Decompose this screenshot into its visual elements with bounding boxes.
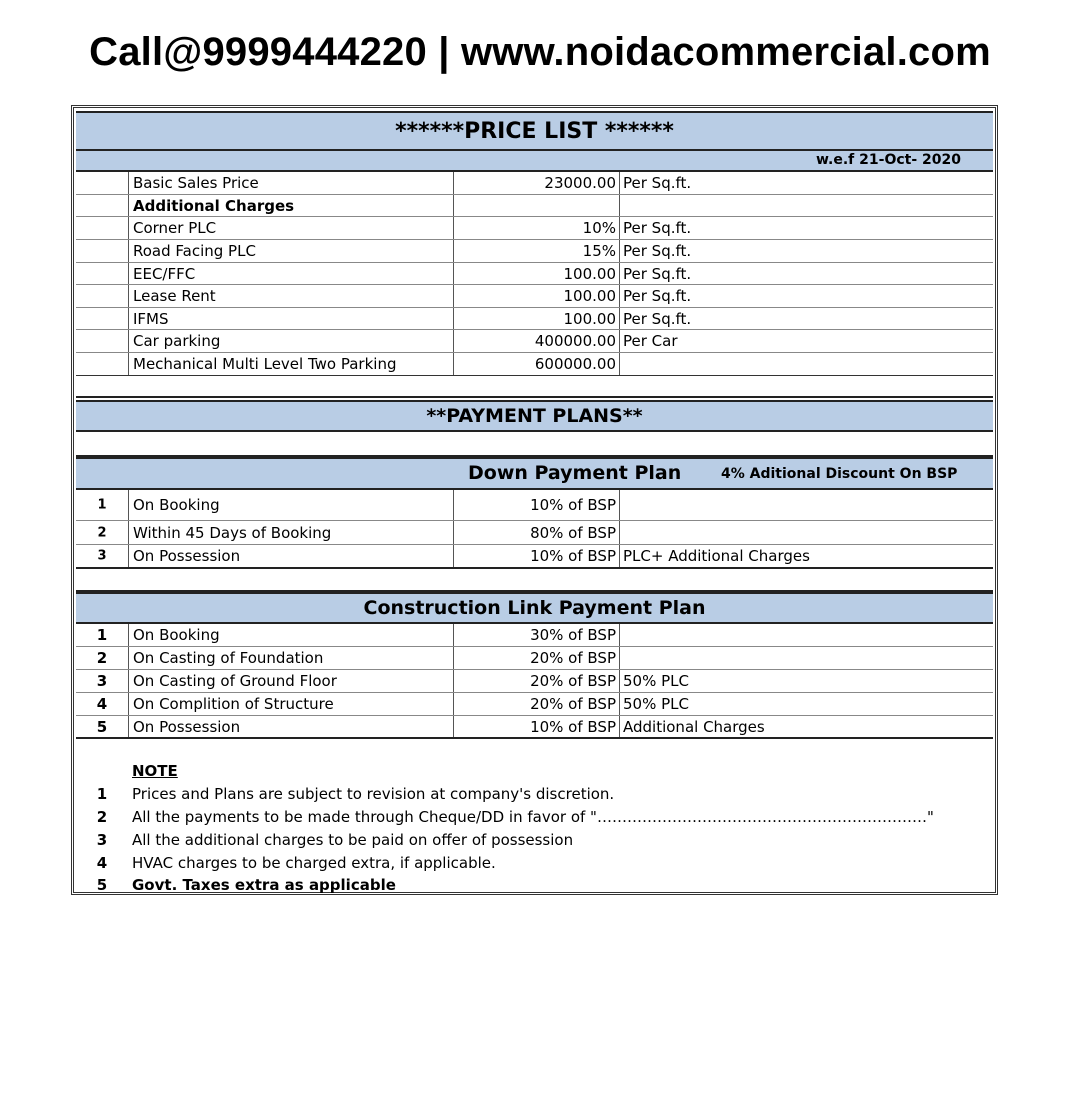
row-number: 5 — [96, 717, 108, 736]
down-payment-label: On Booking — [133, 496, 220, 514]
price-row-value: 100.00 — [563, 309, 616, 328]
price-row-label: Lease Rent — [133, 287, 216, 305]
construction-value: 30% of BSP — [530, 626, 616, 644]
construction-row — [76, 647, 993, 670]
spacer-row — [76, 376, 993, 398]
price-row-label: Corner PLC — [133, 219, 217, 237]
construction-value: 10% of BSP — [530, 717, 616, 736]
price-row-unit: Per Sq.ft. — [623, 309, 692, 328]
construction-row — [76, 693, 993, 716]
construction-value: 20% of BSP — [530, 672, 616, 690]
construction-label: On Possession — [133, 717, 241, 736]
construction-note: Additional Charges — [623, 717, 765, 736]
price-row-unit: Per Sq.ft. — [623, 264, 692, 283]
price-row — [76, 172, 993, 195]
construction-note: 50% PLC — [623, 695, 689, 713]
price-row-unit: Per Sq.ft. — [623, 287, 692, 305]
price-row-label: EEC/FFC — [133, 264, 196, 283]
row-number: 4 — [96, 695, 108, 713]
wef-date: w.e.f 21-Oct- 2020 — [816, 152, 961, 168]
construction-row — [76, 716, 993, 739]
price-row — [76, 217, 993, 240]
spacer-row — [76, 569, 993, 592]
note-number: 3 — [96, 831, 108, 849]
price-row-value: 600000.00 — [534, 355, 616, 373]
price-row-label: Mechanical Multi Level Two Parking — [133, 355, 397, 373]
price-row — [76, 240, 993, 263]
down-payment-discount: 4% Aditional Discount On BSP — [721, 466, 958, 482]
row-number: 1 — [97, 497, 107, 513]
row-number: 2 — [96, 649, 108, 667]
price-row-label: Basic Sales Price — [133, 174, 259, 192]
row-number: 3 — [97, 548, 107, 564]
price-row-label: IFMS — [133, 309, 169, 328]
note-number: 2 — [96, 808, 108, 826]
price-row-label: Additional Charges — [133, 196, 295, 215]
price-row — [76, 330, 993, 353]
price-row-value: 400000.00 — [534, 332, 616, 350]
note-text: All the payments to be made through Cheque/DD in favor of "…………………………………………………………" — [132, 808, 934, 826]
price-row — [76, 263, 993, 285]
price-row-label: Road Facing PLC — [133, 242, 256, 260]
construction-row — [76, 670, 993, 693]
down-payment-label: On Possession — [133, 547, 241, 565]
down-payment-value: 10% of BSP — [530, 496, 616, 514]
down-payment-note: PLC+ Additional Charges — [623, 547, 810, 565]
note-number: 5 — [96, 876, 108, 894]
payment-plans-title-band — [76, 400, 993, 432]
construction-label: On Booking — [133, 626, 220, 644]
note-number: 4 — [96, 854, 108, 872]
price-list-title: ******PRICE LIST ****** — [395, 119, 674, 144]
down-payment-row — [76, 521, 993, 545]
down-payment-row — [76, 490, 993, 521]
row-number: 1 — [96, 626, 108, 644]
notes-title: NOTE — [132, 762, 178, 780]
note-text: Prices and Plans are subject to revision at company's discretion. — [132, 785, 615, 803]
construction-value: 20% of BSP — [530, 649, 616, 667]
wef-band — [76, 151, 993, 172]
price-sheet — [71, 105, 998, 895]
construction-link-band — [76, 592, 993, 624]
note-text: Govt. Taxes extra as applicable — [132, 876, 396, 894]
down-payment-band — [76, 457, 993, 490]
price-row-value: 23000.00 — [544, 174, 616, 192]
payment-plans-title: **PAYMENT PLANS** — [426, 405, 643, 427]
price-row — [76, 308, 993, 330]
price-row-value: 100.00 — [563, 264, 616, 283]
down-payment-label: Within 45 Days of Booking — [133, 523, 332, 542]
row-number: 2 — [97, 525, 107, 540]
price-row-unit: Per Car — [623, 332, 678, 350]
price-row-unit: Per Sq.ft. — [623, 242, 692, 260]
price-row — [76, 195, 993, 217]
price-row-unit: Per Sq.ft. — [623, 219, 692, 237]
price-row-label: Car parking — [133, 332, 221, 350]
spacer-row — [76, 432, 993, 457]
price-row-value: 15% — [582, 242, 616, 260]
price-row — [76, 285, 993, 308]
contact-header: Call@9999444220 | www.noidacommercial.com — [89, 30, 991, 74]
construction-value: 20% of BSP — [530, 695, 616, 713]
construction-link-title: Construction Link Payment Plan — [363, 597, 706, 619]
construction-row — [76, 624, 993, 647]
row-number: 3 — [96, 672, 108, 690]
down-payment-title: Down Payment Plan — [468, 462, 682, 484]
construction-label: On Complition of Structure — [133, 695, 334, 713]
down-payment-value: 10% of BSP — [530, 547, 616, 565]
down-payment-value: 80% of BSP — [530, 523, 616, 542]
construction-label: On Casting of Ground Floor — [133, 672, 337, 690]
note-text: HVAC charges to be charged extra, if applicable. — [132, 854, 496, 872]
price-row — [76, 353, 993, 376]
construction-note: 50% PLC — [623, 672, 689, 690]
note-number: 1 — [96, 785, 108, 803]
price-row-value: 10% — [582, 219, 616, 237]
construction-label: On Casting of Foundation — [133, 649, 324, 667]
price-row-unit: Per Sq.ft. — [623, 174, 692, 192]
price-row-value: 100.00 — [563, 287, 616, 305]
price-list-title-band — [76, 111, 993, 151]
down-payment-row — [76, 545, 993, 569]
note-text: All the additional charges to be paid on offer of possession — [132, 831, 574, 849]
